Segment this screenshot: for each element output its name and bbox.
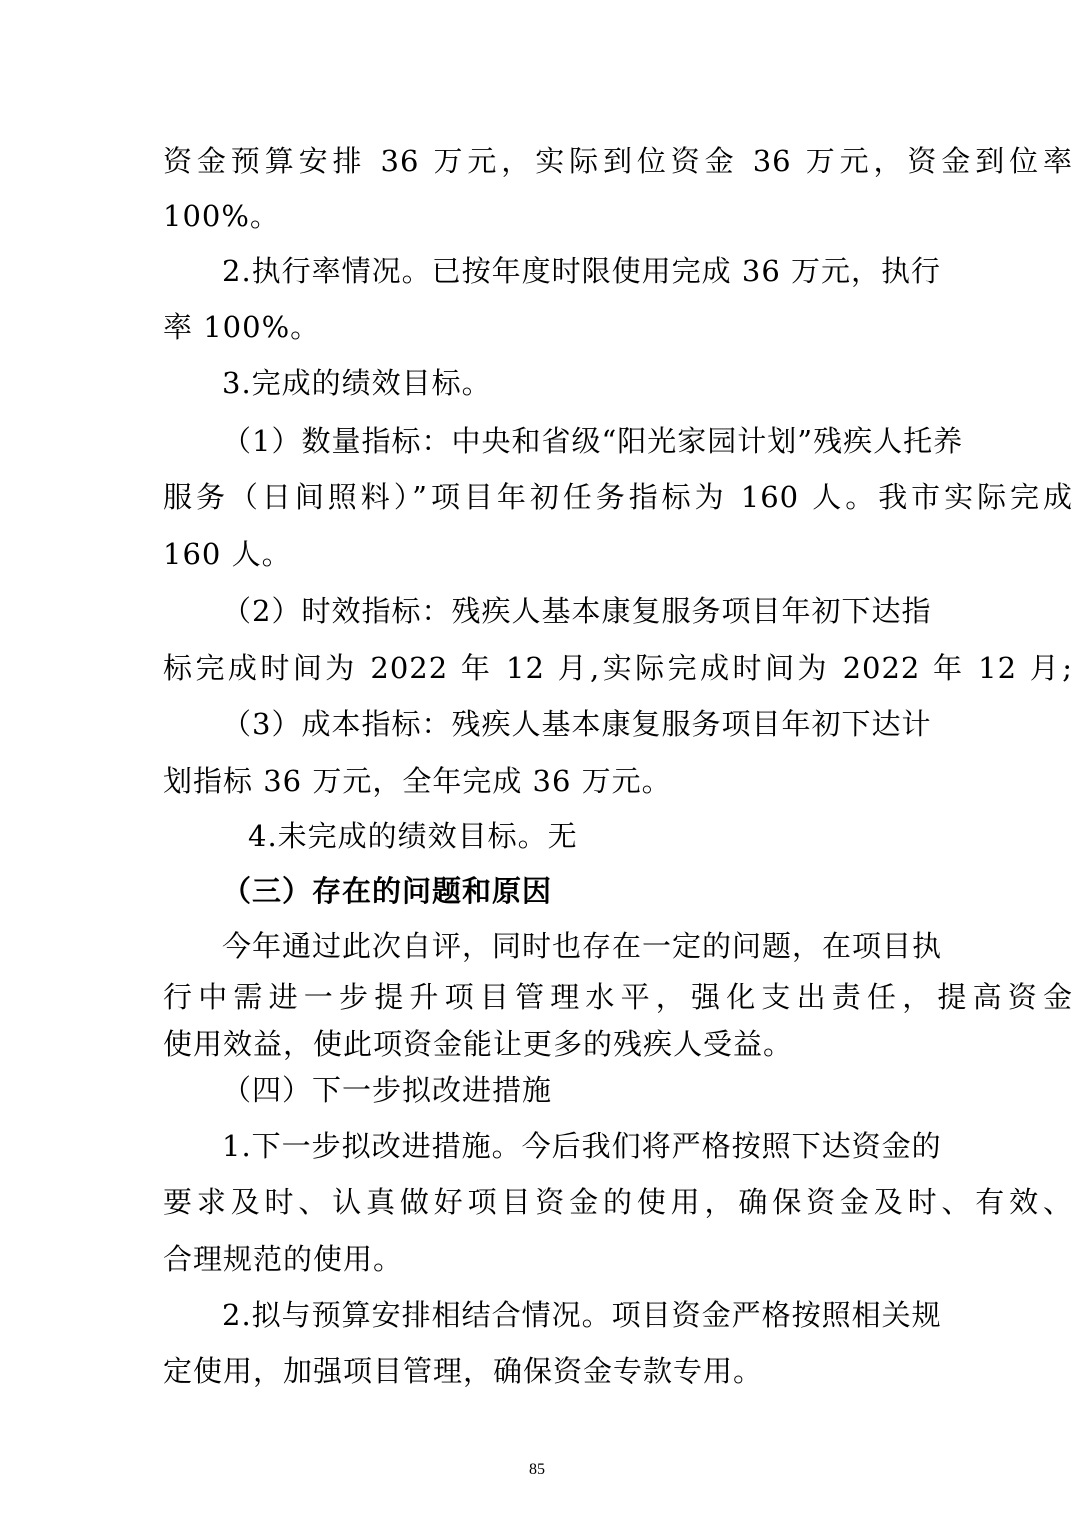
text-line-21: 合理规范的使用。 bbox=[163, 1242, 404, 1276]
text-line-6: （1）数量指标：中央和省级“阳光家园计划”残疾人托养 bbox=[222, 424, 964, 458]
page-number: 85 bbox=[529, 1461, 545, 1478]
text-line-2: 100%。 bbox=[163, 199, 280, 233]
text-line-1: 资金预算安排 36 万元，实际到位资金 36 万元，资金到位率 bbox=[163, 144, 1073, 178]
text-line-12: 划指标 36 万元，全年完成 36 万元。 bbox=[163, 764, 672, 798]
text-line-22: 2.拟与预算安排相结合情况。项目资金严格按照相关规 bbox=[222, 1298, 942, 1332]
text-line-5: 3.完成的绩效目标。 bbox=[222, 366, 492, 400]
text-line-4: 率 100%。 bbox=[163, 310, 321, 344]
text-line-3: 2.执行率情况。已按年度时限使用完成 36 万元，执行 bbox=[222, 254, 942, 288]
text-line-23: 定使用，加强项目管理，确保资金专款专用。 bbox=[163, 1354, 764, 1388]
text-line-11: （3）成本指标：残疾人基本康复服务项目年初下达计 bbox=[222, 707, 932, 741]
text-line-17: 使用效益，使此项资金能让更多的残疾人受益。 bbox=[163, 1027, 794, 1061]
section-heading-4: （四）下一步拟改进措施 bbox=[222, 1073, 553, 1107]
text-line-13: 4.未完成的绩效目标。无 bbox=[248, 819, 578, 853]
text-line-19: 1.下一步拟改进措施。今后我们将严格按照下达资金的 bbox=[222, 1129, 942, 1163]
text-line-9: （2）时效指标：残疾人基本康复服务项目年初下达指 bbox=[222, 594, 932, 628]
text-line-16: 行中需进一步提升项目管理水平，强化支出责任，提高资金 bbox=[163, 980, 1073, 1014]
text-line-10: 标完成时间为 2022 年 12 月,实际完成时间为 2022 年 12 月; bbox=[163, 651, 1073, 685]
text-line-15: 今年通过此次自评，同时也存在一定的问题，在项目执 bbox=[222, 929, 943, 963]
text-line-8: 160 人。 bbox=[163, 537, 292, 571]
text-line-7: 服务（日间照料）”项目年初任务指标为 160 人。我市实际完成 bbox=[163, 480, 1073, 514]
section-heading-3: （三）存在的问题和原因 bbox=[222, 874, 553, 908]
text-line-20: 要求及时、认真做好项目资金的使用，确保资金及时、有效、 bbox=[163, 1185, 1073, 1219]
